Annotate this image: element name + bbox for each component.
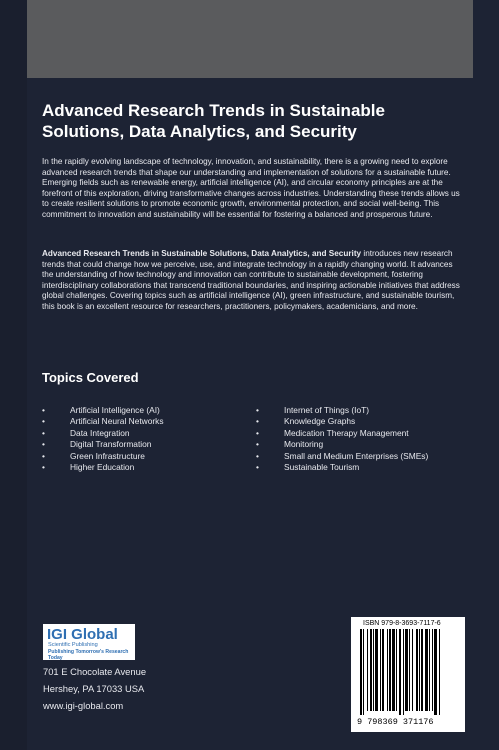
bullet-icon: • [42,405,45,415]
barcode-digits: 9 798369 371176 [357,717,434,727]
bullet-icon: • [256,450,259,461]
logo-name: IGI Global [47,626,118,643]
topic-item: • Knowledge Graphs [256,416,356,427]
barcode-bar [434,629,437,715]
barcode-bar [387,629,388,711]
barcode-bar [439,629,440,715]
topic-item: • Green Infrastructure [42,450,145,461]
bullet-icon: • [256,427,259,438]
topic-item: • Internet of Things (IoT) [256,405,370,415]
bullet-icon: • [256,416,259,427]
description-paragraph-2 [42,249,462,313]
topics-list-right [256,405,428,473]
bullet-icon: • [256,405,259,415]
logo-tagline-1: Scientific Publishing [48,642,98,648]
barcode-bar [363,629,364,715]
topic-item: • Higher Education [42,462,135,473]
logo-tagline-2: Publishing Tomorrow's Research Today [48,649,129,661]
bullet-icon: • [256,462,259,473]
barcode-bar [375,629,378,711]
address-city: Hershey, PA 17033 USA [43,683,145,694]
bullet-icon: • [256,439,259,450]
barcode-bar [382,629,384,711]
barcode-bar [412,629,413,711]
barcode-bar [367,629,368,711]
book-title-inline: Advanced Research Trends in Sustainable Solutions, Data Analytics, and Security [42,249,362,258]
top-gray-band [27,0,473,78]
barcode-bar [419,629,420,711]
publisher-address [43,663,146,714]
address-street: 701 E Chocolate Avenue [43,666,147,677]
barcode-bar [380,629,381,711]
book-title [42,100,462,142]
bullet-icon: • [42,462,45,473]
barcode-bar [409,629,410,711]
spine-edge [0,0,27,750]
topic-item: • Digital Transformation [42,439,152,450]
isbn-text: ISBN 979-8-3693-7117-6 [363,620,441,627]
bullet-icon: • [42,416,45,427]
barcode-icon [359,629,457,717]
barcode-bar [389,629,391,711]
title-line-1: Advanced Research Trends in Sustainable [42,101,385,120]
topic-item: • Artificial Neural Networks [42,416,164,427]
barcode-bar [405,629,408,711]
barcode-bar [429,629,430,711]
description-text: introduces new research trends that could change how we perceive, use, and integrate technology in a rapidly changing world. It advances the understanding of how technology and innovation can contribute to sustainable development, fostering interdisciplinary collaborations that transcend traditional boundaries, and inspiring actionable initiatives that address global challenges. Covering topics such as artificial intelligence (AI), green infrastructure, and sustainable tourism, this book is an excellent resource for researchers, practitioners, policymakers, academicians, and more. [42,249,460,311]
description-paragraph-1: In the rapidly evolving landscape of technology, innovation, and sustainability, there is a growing need to explore advanced research trends that shape our understanding and implementation of solutions for a sustainable future. Emerging fields such as renewable energy, artificial intelligence (AI), and circular economy principles are at the forefront of this exploration, driving transformative changes across industries. Understanding these trends allows us to create resilient solutions to promote economic growth, environmental protection, and social well-being. This commitment to innovation and sustainability will be essential for fostering a balanced and prosperous future. [42,157,460,219]
barcode-label [351,617,465,732]
bullet-icon: • [42,439,45,450]
topics-heading: Topics Covered [42,370,139,385]
topic-item: • Small and Medium Enterprises (SMEs) [256,450,429,461]
topic-item: • Artificial Intelligence (AI) [42,405,160,415]
barcode-bar [425,629,428,711]
topic-item: • Medication Therapy Management [256,427,409,438]
barcode-bar [370,629,372,711]
barcode-bar [399,629,401,715]
barcode-bar [360,629,362,715]
publisher-logo [43,624,135,660]
bullet-icon: • [42,450,45,461]
barcode-bar [421,629,423,711]
bullet-icon: • [42,427,45,438]
topics-list-left [42,405,164,473]
publisher-website: www.igi-global.com [43,700,124,711]
title-line-2: Solutions, Data Analytics, and Security [42,122,357,141]
barcode-bar [403,629,404,715]
barcode-bar [392,629,395,711]
barcode-bar [373,629,374,711]
topic-item: • Data Integration [42,427,130,438]
topic-item: • Monitoring [256,439,324,450]
barcode-bar [396,629,397,711]
topic-item: • Sustainable Tourism [256,462,360,473]
barcode-bar [432,629,433,711]
barcode-bar [416,629,418,711]
